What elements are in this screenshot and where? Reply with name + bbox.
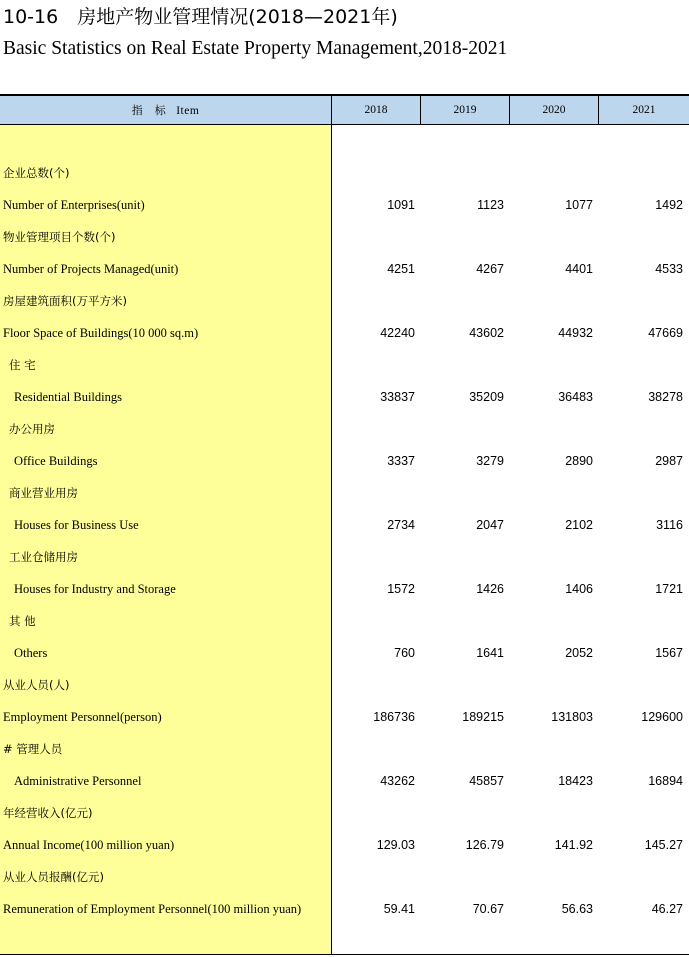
cell-2020: 131803: [551, 710, 593, 724]
cell-2020: 141.92: [554, 838, 593, 852]
row-label-en: Residential Buildings: [14, 390, 122, 404]
cell-2020: 2102: [565, 518, 593, 532]
table-row-label-cn: [0, 477, 689, 509]
cell-2021: 2987: [655, 454, 683, 468]
header-year-2021: 2021: [632, 104, 656, 116]
cell-2020: 2052: [565, 646, 593, 660]
cell-2018: 43262: [380, 774, 415, 788]
cell-2018: 129.03: [376, 838, 415, 852]
cell-2021: 1567: [655, 646, 683, 660]
cell-2021: 3116: [656, 518, 683, 532]
row-label-en: Office Buildings: [14, 454, 98, 468]
table-row-label-cn: [0, 669, 689, 701]
cell-2019: 2047: [476, 518, 504, 532]
table-header: [0, 94, 689, 125]
statistics-table: [0, 94, 689, 957]
cell-2018: 59.41: [383, 902, 415, 916]
cell-2019: 3279: [476, 454, 504, 468]
cell-2020: 4401: [565, 262, 593, 276]
table-row: [0, 701, 689, 733]
cell-2019: 1123: [477, 198, 504, 212]
row-label-cn: 房屋建筑面积(万平方米): [3, 294, 127, 308]
cell-2021: 16894: [648, 774, 683, 788]
row-label-cn: 商业营业用房: [9, 486, 78, 500]
table-row: [0, 317, 689, 349]
cell-2021: 145.27: [644, 838, 683, 852]
cell-2018: 3337: [387, 454, 415, 468]
cell-2019: 1426: [476, 582, 504, 596]
table-row-label-cn: [0, 605, 689, 637]
cell-2019: 189215: [462, 710, 504, 724]
cell-2018: 4251: [387, 262, 415, 276]
row-label-cn: 从业人员报酬(亿元): [3, 870, 104, 884]
cell-2020: 44932: [558, 326, 593, 340]
table-row-label-cn: [0, 157, 689, 189]
row-label-en: Number of Enterprises(unit): [3, 198, 145, 212]
row-label-en: Number of Projects Managed(unit): [3, 262, 179, 276]
row-label-en: Remuneration of Employment Personnel(100 million yuan): [3, 902, 302, 916]
table-bottom-rule: [0, 954, 689, 955]
cell-2020: 56.63: [561, 902, 593, 916]
table-row: [0, 829, 689, 861]
cell-2018: 760: [394, 646, 415, 660]
cell-2021: 46.27: [651, 902, 683, 916]
table-row-label-cn: [0, 349, 689, 381]
cell-2019: 43602: [469, 326, 504, 340]
cell-2021: 1492: [655, 198, 683, 212]
table-row: [0, 445, 689, 477]
header-year-2020: 2020: [510, 96, 599, 125]
row-label-en: Employment Personnel(person): [3, 710, 162, 724]
cell-2019: 35209: [469, 390, 504, 404]
cell-2019: 126.79: [465, 838, 504, 852]
header-year-2019: 2019: [421, 96, 510, 125]
cell-2020: 1406: [565, 582, 593, 596]
cell-2018: 1091: [387, 198, 415, 212]
table-row-label-cn: [0, 861, 689, 893]
header-item-en: Item: [176, 105, 200, 117]
table-title-english: Basic Statistics on Real Estate Property Management,2018-2021: [3, 38, 508, 59]
row-label-en: Houses for Industry and Storage: [14, 582, 176, 596]
cell-2021: 4533: [655, 262, 683, 276]
table-row-label-cn: [0, 541, 689, 573]
cell-2020: 36483: [558, 390, 593, 404]
row-label-cn: 物业管理项目个数(个): [3, 230, 116, 244]
cell-2020: 2890: [565, 454, 593, 468]
row-label-cn: # 管理人员: [3, 742, 63, 756]
header-item-cn: 指 标: [131, 104, 167, 117]
cell-2019: 45857: [469, 774, 504, 788]
row-label-en: Floor Space of Buildings(10 000 sq.m): [3, 326, 199, 340]
row-label-en: Others: [14, 646, 48, 660]
cell-2021: 38278: [648, 390, 683, 404]
row-label-cn: 年经营收入(亿元): [3, 806, 93, 820]
table-title-chinese: 10-16 房地产物业管理情况(2018—2021年): [3, 6, 398, 28]
cell-2021: 47669: [648, 326, 683, 340]
header-item: [0, 96, 332, 125]
row-label-cn: 工业仓储用房: [9, 550, 78, 564]
table-row-label-cn: [0, 413, 689, 445]
row-label-en: Administrative Personnel: [14, 774, 142, 788]
table-row: [0, 253, 689, 285]
table-row-label-cn: [0, 221, 689, 253]
row-label-en: Annual Income(100 million yuan): [3, 838, 175, 852]
table-row: [0, 381, 689, 413]
row-label-cn: 住 宅: [9, 358, 36, 372]
table-row-label-cn: [0, 733, 689, 765]
cell-2019: 1641: [476, 646, 504, 660]
cell-2018: 1572: [387, 582, 415, 596]
cell-2018: 33837: [380, 390, 415, 404]
header-year-2018: 2018: [332, 96, 421, 125]
table-row: [0, 893, 689, 925]
table-row-label-cn: [0, 285, 689, 317]
table-row: [0, 765, 689, 797]
cell-2021: 1721: [655, 582, 683, 596]
cell-2018: 42240: [380, 326, 415, 340]
table-row-label-cn: [0, 797, 689, 829]
cell-2018: 2734: [387, 518, 415, 532]
cell-2021: 129600: [641, 710, 683, 724]
cell-2020: 1077: [565, 198, 593, 212]
row-label-en: Houses for Business Use: [14, 518, 139, 532]
row-label-cn: 企业总数(个): [3, 166, 70, 180]
cell-2018: 186736: [373, 710, 415, 724]
cell-2019: 4267: [476, 262, 504, 276]
row-label-cn: 从业人员(人): [3, 678, 70, 692]
cell-2020: 18423: [558, 774, 593, 788]
table-row: [0, 189, 689, 221]
table-row: [0, 509, 689, 541]
table-row: [0, 573, 689, 605]
row-label-cn: 办公用房: [9, 422, 55, 436]
cell-2019: 70.67: [472, 902, 504, 916]
table-row: [0, 637, 689, 669]
row-label-cn: 其 他: [9, 614, 36, 628]
